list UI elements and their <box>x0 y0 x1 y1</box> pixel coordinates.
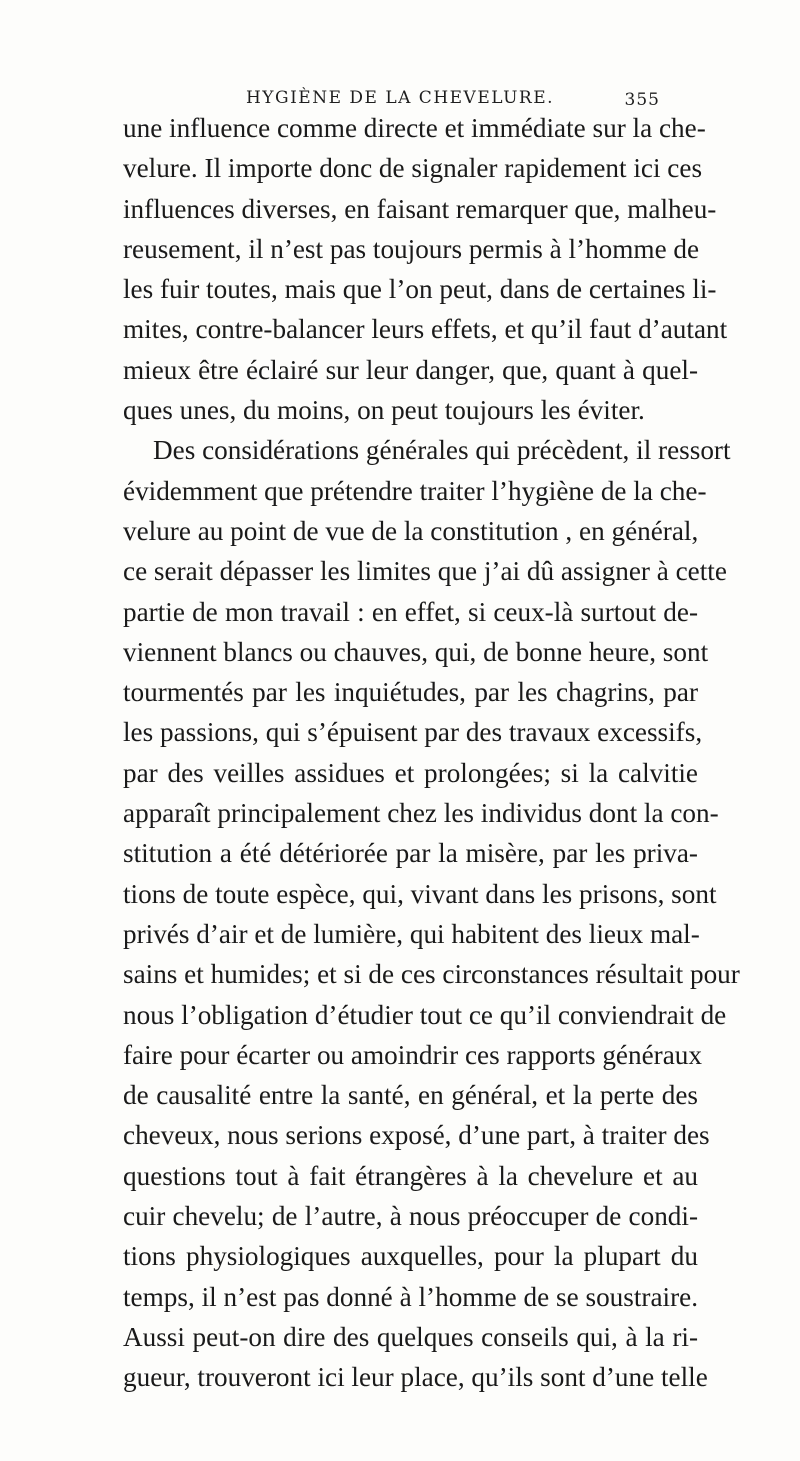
text-line: par des veilles assidues et prolongées; si la calvitie <box>123 757 698 788</box>
text-line: questions tout à fait étrangères à la chevelure et au <box>123 1160 698 1191</box>
text-line: évidemment que prétendre traiter l’hygiène de la che- <box>123 475 707 506</box>
text-line: cheveux, nous serions exposé, d’une part, à traiter des <box>123 1120 710 1151</box>
text-line: influences diverses, en faisant remarquer que, malheu- <box>123 193 717 224</box>
text-line: de causalité entre la santé, en général, et la perte des <box>123 1080 698 1111</box>
text-line: une influence comme directe et immédiate sur la che- <box>123 113 706 143</box>
text-line: faire pour écarter ou amoindrir ces rapports généraux <box>123 1039 702 1070</box>
text-line: cuir chevelu; de l’autre, à nous préoccuper de condi- <box>123 1201 698 1232</box>
running-title: HYGIÈNE DE LA CHEVELURE. <box>245 88 555 108</box>
text-line: privés d’air et de lumière, qui habitent des lieux mal- <box>123 918 700 949</box>
paragraph-first-line: Des considérations générales qui précèdent, il ressort <box>153 435 731 466</box>
text-line: les passions, qui s’épuisent par des travaux excessifs, <box>123 717 703 748</box>
text-line: les fuir toutes, mais que l’on peut, dans de certaines li- <box>123 274 717 305</box>
text-line: velure. Il importe donc de signaler rapidement ici ces <box>123 153 703 184</box>
text-line: tions physiologiques auxquelles, pour la plupart du <box>123 1241 698 1272</box>
text-line: apparaît principalement chez les individus dont la con- <box>123 798 719 829</box>
text-line: sains et humides; et si de ces circonstances résultait pour <box>123 959 740 990</box>
text-line: mites, contre-balancer leurs effets, et qu’il faut d’autant <box>123 314 728 345</box>
paragraph-last-line: ques unes, du moins, on peut toujours les éviter. <box>123 395 645 426</box>
text-line: gueur, trouveront ici leur place, qu’ils sont d’une telle <box>123 1362 708 1393</box>
text-line: velure au point de vue de la constitution , en général, <box>123 515 699 546</box>
text-line: nous l’obligation d’étudier tout ce qu’il conviendrait de <box>123 999 727 1030</box>
text-line: mieux être éclairé sur leur danger, que, quant à quel- <box>123 354 698 385</box>
page-number: 355 <box>624 90 660 110</box>
text-line: reusement, il n’est pas toujours permis à l’homme de <box>123 233 700 264</box>
text-line: partie de mon travail : en effet, si ceux-là surtout de- <box>123 596 698 627</box>
text-line: viennent blancs ou chauves, qui, de bonne heure, sont <box>123 636 709 667</box>
text-line: tourmentés par les inquiétudes, par les chagrins, par <box>123 677 698 708</box>
text-line: Aussi peut-on dire des quelques conseils qui, à la ri- <box>123 1321 698 1352</box>
text-line: ce serait dépasser les limites que j’ai dû assigner à cette <box>123 556 727 587</box>
text-line: stitution a été détériorée par la misère, par les priva- <box>123 838 698 869</box>
text-line: tions de toute espèce, qui, vivant dans les prisons, sont <box>123 878 717 909</box>
body-text <box>123 108 740 1398</box>
text-line: temps, il n’est pas donné à l’homme de se soustraire. <box>123 1281 698 1312</box>
